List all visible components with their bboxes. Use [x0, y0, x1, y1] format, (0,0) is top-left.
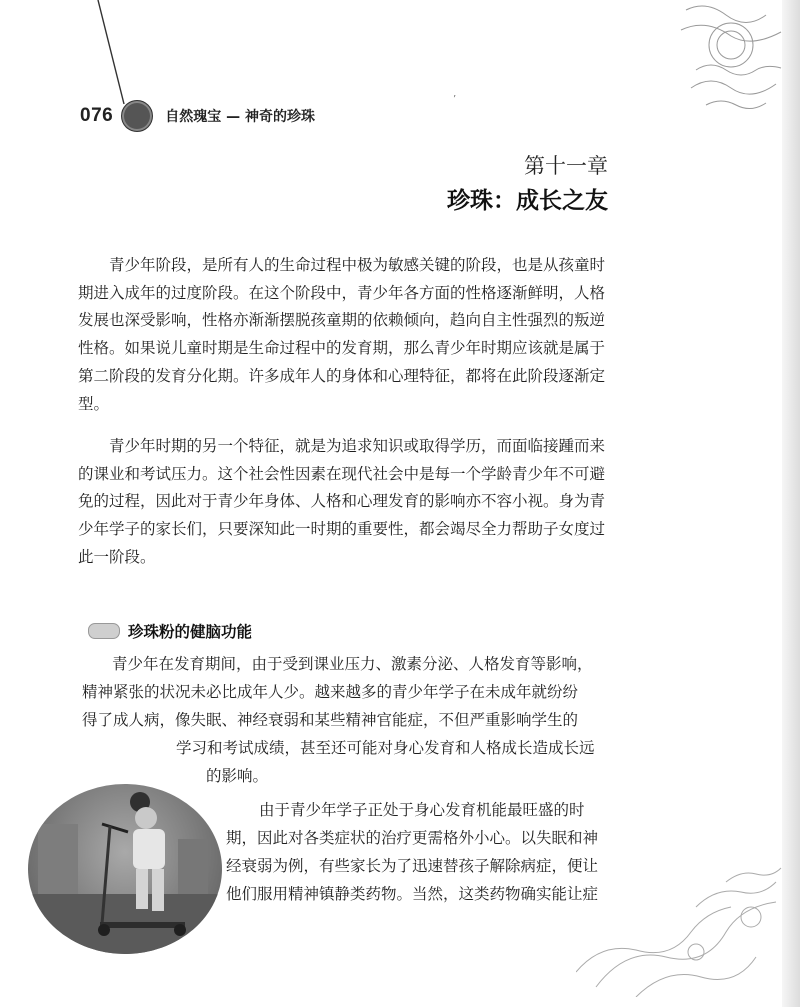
text-line: 的影响。: [206, 767, 269, 785]
page-number: 076: [80, 105, 114, 126]
pearl-badge-icon: [88, 623, 120, 639]
cloud-pattern-ornament: [676, 0, 786, 115]
page-header: [80, 98, 315, 134]
text-line: 经衰弱为例，有些家长为了迅速替孩子解除病症，便让: [226, 857, 599, 875]
book-title: 自然瑰宝 — 神奇的珍珠: [165, 109, 315, 125]
chapter-title: 珍珠：成长之友: [447, 188, 608, 214]
wave-pattern-ornament: [576, 847, 786, 997]
text-line: 得了成人病，像失眠、神经衰弱和某些精神官能症，不但严重影响学生的: [82, 711, 579, 729]
body-paragraph: [78, 433, 610, 572]
section-title: 珍珠粉的健脑功能: [128, 623, 253, 641]
child-scooter-photo: [28, 784, 222, 954]
text-line: 由于青少年学子正处于身心发育机能最旺盛的时: [259, 801, 585, 819]
paragraph-text: 青少年阶段，是所有人的生命过程中极为敏感关键的阶段，也是从孩童时期进入成年的过度阶段。在这个阶段中，青少年各方面的性格逐渐鲜明，人格发展也深受影响，性格亦渐渐摆脱孩童期的依赖倾向，趋向自主性强烈的叛逆性格。如果说儿童时期是生命过程中的发育期，那么青少年时期应该就是属于第二阶段的发育分化期。许多成年人的身体和心理特征，都将在此阶段逐渐定型。: [78, 256, 606, 413]
chapter-number: 第十一章: [524, 154, 608, 178]
text-line: 他们服用精神镇静类药物。当然，这类药物确实能让症: [226, 885, 599, 903]
scan-speck: ’: [453, 94, 457, 105]
text-line: 精神紧张的状况未必比成年人少。越来越多的青少年学子在未成年就纷纷: [82, 683, 579, 701]
section-heading: [88, 620, 252, 642]
text-line: 期，因此对各类症状的治疗更需格外小心。以失眠和神: [226, 829, 599, 847]
text-line: 学习和考试成绩，甚至还可能对身心发育和人格成长造成长远: [176, 739, 595, 757]
pearl-icon: [121, 100, 153, 132]
text-line: 青少年在发育期间，由于受到课业压力、激素分泌、人格发育等影响，: [112, 655, 593, 673]
body-paragraph: [78, 252, 610, 418]
paragraph-text: 青少年时期的另一个特征，就是为追求知识或取得学历，而面临接踵而来的课业和考试压力。这个社会性因素在现代社会中是每一个学龄青少年不可避免的过程，因此对于青少年身体、人格和心理发育的影响亦不容小视。身为青少年学子的家长们，只要深知此一时期的重要性，都会竭尽全力帮助子女度过此一阶段。: [78, 437, 606, 566]
